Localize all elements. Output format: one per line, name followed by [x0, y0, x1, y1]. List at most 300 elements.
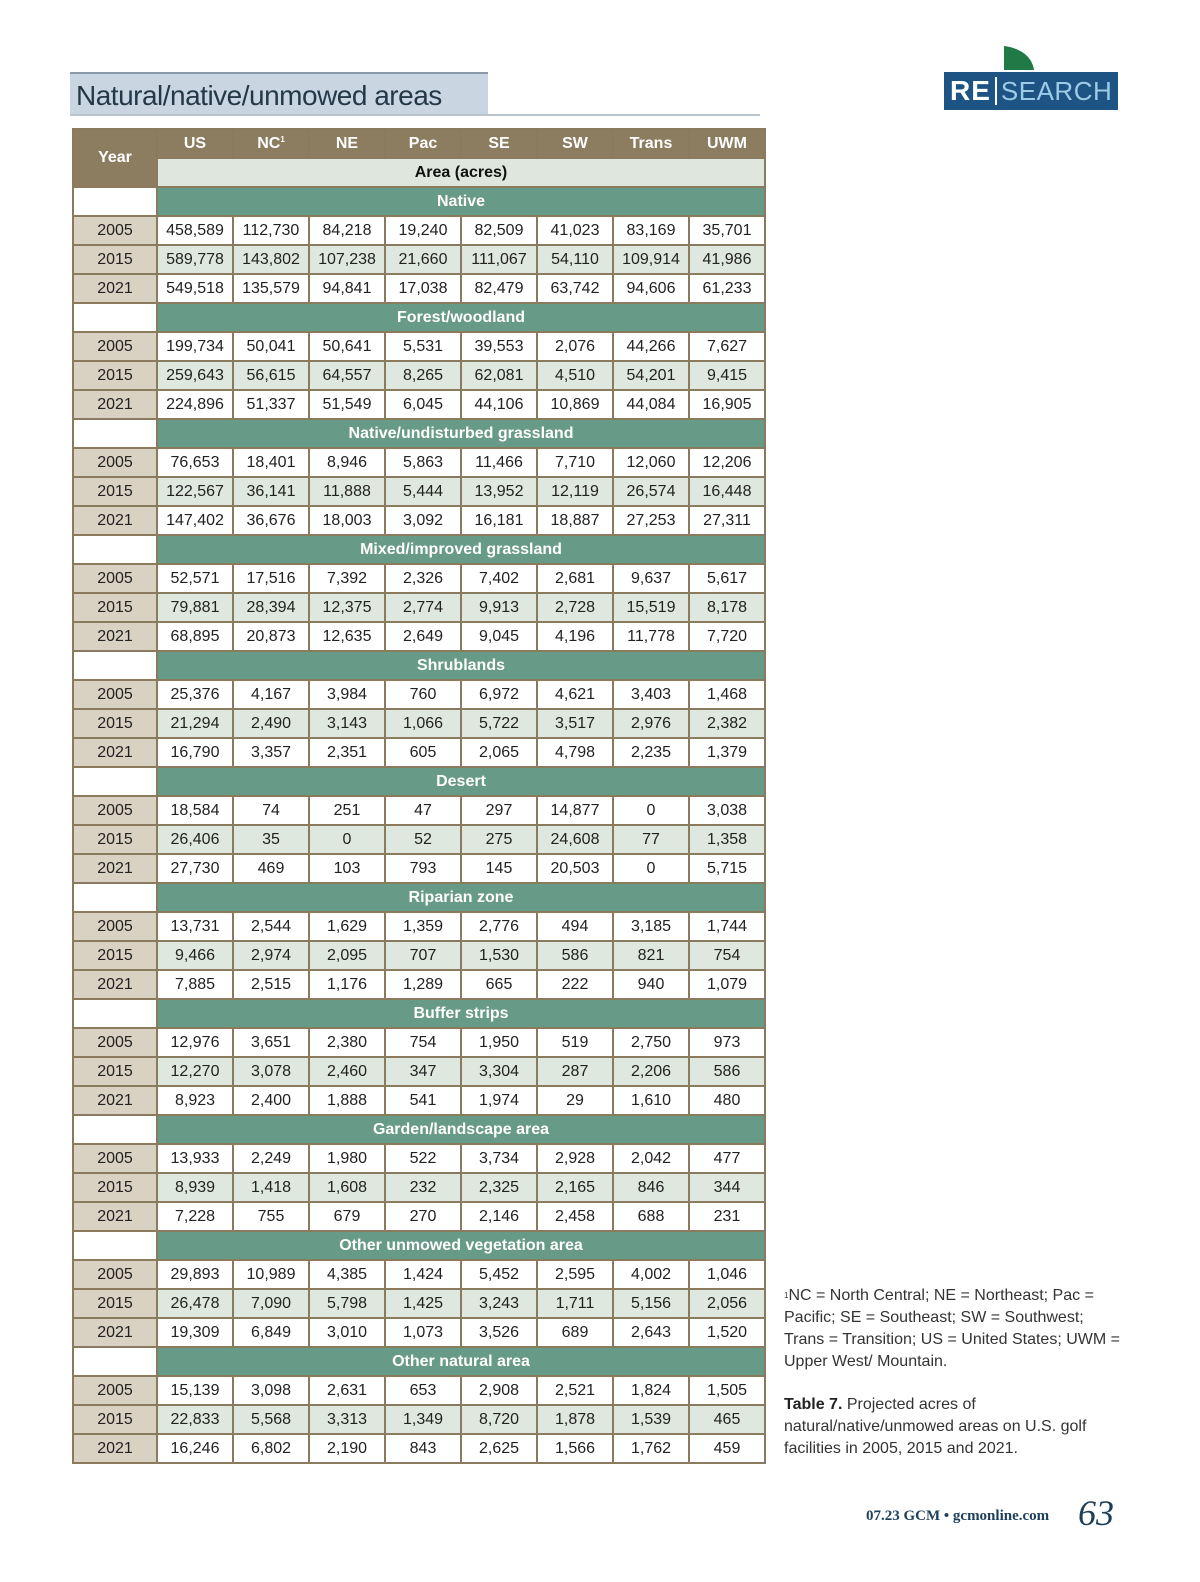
unit-row — [73, 158, 765, 187]
value-cell: 15,519 — [613, 593, 689, 622]
value-cell: 11,888 — [309, 477, 385, 506]
value-cell: 41,023 — [537, 216, 613, 245]
value-cell: 39,553 — [461, 332, 537, 361]
table-row — [73, 1086, 765, 1115]
section-heading — [70, 72, 760, 116]
year-cell: 2005 — [73, 1376, 157, 1405]
value-cell: 2,649 — [385, 622, 461, 651]
value-cell: 2,544 — [233, 912, 309, 941]
value-cell: 5,617 — [689, 564, 765, 593]
value-cell: 1,425 — [385, 1289, 461, 1318]
table-row — [73, 622, 765, 651]
section-label: Native — [157, 187, 765, 216]
value-cell: 44,084 — [613, 390, 689, 419]
section-header-row — [73, 999, 765, 1028]
value-cell: 13,731 — [157, 912, 233, 941]
value-cell: 1,744 — [689, 912, 765, 941]
table-row — [73, 912, 765, 941]
page-number: 63 — [1078, 1493, 1114, 1533]
year-cell: 2005 — [73, 1028, 157, 1057]
section-header-row — [73, 767, 765, 796]
year-cell: 2021 — [73, 854, 157, 883]
value-cell: 522 — [385, 1144, 461, 1173]
table-row — [73, 1318, 765, 1347]
value-cell: 2,928 — [537, 1144, 613, 1173]
section-label: Other natural area — [157, 1347, 765, 1376]
unit-label: Area (acres) — [157, 158, 765, 187]
value-cell: 9,637 — [613, 564, 689, 593]
value-cell: 82,509 — [461, 216, 537, 245]
value-cell: 8,923 — [157, 1086, 233, 1115]
value-cell: 21,660 — [385, 245, 461, 274]
value-cell: 54,201 — [613, 361, 689, 390]
value-cell: 77 — [613, 825, 689, 854]
value-cell: 458,589 — [157, 216, 233, 245]
column-header: NE — [309, 129, 385, 158]
table-row — [73, 970, 765, 999]
table-row — [73, 361, 765, 390]
section-label: Native/undisturbed grassland — [157, 419, 765, 448]
value-cell: 16,181 — [461, 506, 537, 535]
value-cell: 94,606 — [613, 274, 689, 303]
section-spacer — [73, 1347, 157, 1376]
year-cell: 2005 — [73, 912, 157, 941]
value-cell: 109,914 — [613, 245, 689, 274]
value-cell: 18,003 — [309, 506, 385, 535]
value-cell: 9,913 — [461, 593, 537, 622]
section-label: Mixed/improved grassland — [157, 535, 765, 564]
table-row — [73, 1434, 765, 1463]
table-row — [73, 332, 765, 361]
section-label: Shrublands — [157, 651, 765, 680]
value-cell: 477 — [689, 1144, 765, 1173]
value-cell: 2,750 — [613, 1028, 689, 1057]
section-header-row — [73, 419, 765, 448]
section-header-row — [73, 1231, 765, 1260]
value-cell: 107,238 — [309, 245, 385, 274]
value-cell: 35,701 — [689, 216, 765, 245]
value-cell: 50,641 — [309, 332, 385, 361]
value-cell: 1,066 — [385, 709, 461, 738]
value-cell: 11,466 — [461, 448, 537, 477]
table-row — [73, 1202, 765, 1231]
table-row — [73, 854, 765, 883]
value-cell: 51,549 — [309, 390, 385, 419]
value-cell: 2,595 — [537, 1260, 613, 1289]
value-cell: 56,615 — [233, 361, 309, 390]
value-cell: 2,235 — [613, 738, 689, 767]
value-cell: 2,458 — [537, 1202, 613, 1231]
value-cell: 143,802 — [233, 245, 309, 274]
year-cell: 2015 — [73, 477, 157, 506]
value-cell: 1,824 — [613, 1376, 689, 1405]
value-cell: 7,885 — [157, 970, 233, 999]
value-cell: 5,444 — [385, 477, 461, 506]
value-cell: 3,403 — [613, 680, 689, 709]
value-cell: 2,380 — [309, 1028, 385, 1057]
value-cell: 41,986 — [689, 245, 765, 274]
section-label: Riparian zone — [157, 883, 765, 912]
year-cell: 2021 — [73, 390, 157, 419]
value-cell: 1,176 — [309, 970, 385, 999]
value-cell: 1,610 — [613, 1086, 689, 1115]
value-cell: 469 — [233, 854, 309, 883]
footnote — [784, 1285, 1124, 1373]
value-cell: 5,452 — [461, 1260, 537, 1289]
research-logo — [944, 46, 1118, 112]
table-row — [73, 274, 765, 303]
year-cell: 2021 — [73, 622, 157, 651]
year-cell: 2015 — [73, 825, 157, 854]
value-cell: 1,539 — [613, 1405, 689, 1434]
acres-table — [72, 128, 766, 1464]
value-cell: 2,460 — [309, 1057, 385, 1086]
value-cell: 2,146 — [461, 1202, 537, 1231]
value-cell: 29 — [537, 1086, 613, 1115]
year-cell: 2015 — [73, 1405, 157, 1434]
table-row — [73, 796, 765, 825]
value-cell: 2,165 — [537, 1173, 613, 1202]
value-cell: 1,359 — [385, 912, 461, 941]
value-cell: 4,798 — [537, 738, 613, 767]
table-row — [73, 1144, 765, 1173]
value-cell: 15,139 — [157, 1376, 233, 1405]
value-cell: 7,392 — [309, 564, 385, 593]
value-cell: 83,169 — [613, 216, 689, 245]
year-cell: 2005 — [73, 796, 157, 825]
value-cell: 3,526 — [461, 1318, 537, 1347]
year-cell: 2005 — [73, 448, 157, 477]
value-cell: 199,734 — [157, 332, 233, 361]
value-cell: 2,974 — [233, 941, 309, 970]
value-cell: 12,119 — [537, 477, 613, 506]
value-cell: 480 — [689, 1086, 765, 1115]
table-row — [73, 216, 765, 245]
value-cell: 26,406 — [157, 825, 233, 854]
section-spacer — [73, 303, 157, 332]
value-cell: 251 — [309, 796, 385, 825]
value-cell: 1,358 — [689, 825, 765, 854]
value-cell: 6,802 — [233, 1434, 309, 1463]
value-cell: 754 — [689, 941, 765, 970]
value-cell: 8,720 — [461, 1405, 537, 1434]
value-cell: 1,505 — [689, 1376, 765, 1405]
value-cell: 973 — [689, 1028, 765, 1057]
value-cell: 103 — [309, 854, 385, 883]
value-cell: 84,218 — [309, 216, 385, 245]
section-header-row — [73, 883, 765, 912]
logo-re: RE — [950, 75, 991, 106]
value-cell: 3,185 — [613, 912, 689, 941]
footnote-marker: 1 — [784, 1291, 789, 1300]
table-row — [73, 1173, 765, 1202]
flag-icon — [1002, 46, 1034, 70]
footnote-marker: 1 — [280, 134, 285, 144]
value-cell: 2,065 — [461, 738, 537, 767]
value-cell: 50,041 — [233, 332, 309, 361]
column-header: SE — [461, 129, 537, 158]
value-cell: 22,833 — [157, 1405, 233, 1434]
value-cell: 2,206 — [613, 1057, 689, 1086]
table-row — [73, 941, 765, 970]
table-row — [73, 1028, 765, 1057]
section-label: Other unmowed vegetation area — [157, 1231, 765, 1260]
value-cell: 12,206 — [689, 448, 765, 477]
value-cell: 27,253 — [613, 506, 689, 535]
value-cell: 2,631 — [309, 1376, 385, 1405]
value-cell: 1,349 — [385, 1405, 461, 1434]
value-cell: 3,984 — [309, 680, 385, 709]
table-row — [73, 390, 765, 419]
year-cell: 2005 — [73, 680, 157, 709]
value-cell: 7,720 — [689, 622, 765, 651]
value-cell: 82,479 — [461, 274, 537, 303]
value-cell: 0 — [613, 796, 689, 825]
value-cell: 5,568 — [233, 1405, 309, 1434]
year-cell: 2021 — [73, 970, 157, 999]
value-cell: 27,311 — [689, 506, 765, 535]
value-cell: 754 — [385, 1028, 461, 1057]
value-cell: 1,629 — [309, 912, 385, 941]
value-cell: 589,778 — [157, 245, 233, 274]
value-cell: 2,400 — [233, 1086, 309, 1115]
value-cell: 18,584 — [157, 796, 233, 825]
value-cell: 8,946 — [309, 448, 385, 477]
value-cell: 586 — [537, 941, 613, 970]
value-cell: 2,325 — [461, 1173, 537, 1202]
table-row — [73, 825, 765, 854]
table-row — [73, 448, 765, 477]
value-cell: 494 — [537, 912, 613, 941]
year-cell: 2015 — [73, 593, 157, 622]
section-spacer — [73, 767, 157, 796]
value-cell: 688 — [613, 1202, 689, 1231]
value-cell: 843 — [385, 1434, 461, 1463]
section-header-row — [73, 187, 765, 216]
value-cell: 52 — [385, 825, 461, 854]
value-cell: 0 — [309, 825, 385, 854]
value-cell: 36,676 — [233, 506, 309, 535]
value-cell: 76,653 — [157, 448, 233, 477]
value-cell: 4,002 — [613, 1260, 689, 1289]
value-cell: 224,896 — [157, 390, 233, 419]
table-row — [73, 1260, 765, 1289]
value-cell: 232 — [385, 1173, 461, 1202]
table-row — [73, 709, 765, 738]
value-cell: 16,790 — [157, 738, 233, 767]
value-cell: 25,376 — [157, 680, 233, 709]
value-cell: 2,382 — [689, 709, 765, 738]
value-cell: 2,976 — [613, 709, 689, 738]
value-cell: 7,402 — [461, 564, 537, 593]
year-cell: 2021 — [73, 1202, 157, 1231]
value-cell: 7,090 — [233, 1289, 309, 1318]
section-spacer — [73, 187, 157, 216]
value-cell: 9,466 — [157, 941, 233, 970]
value-cell: 2,776 — [461, 912, 537, 941]
heading-bar — [70, 74, 488, 114]
value-cell: 3,243 — [461, 1289, 537, 1318]
value-cell: 1,530 — [461, 941, 537, 970]
column-header: UWM — [689, 129, 765, 158]
value-cell: 541 — [385, 1086, 461, 1115]
value-cell: 7,228 — [157, 1202, 233, 1231]
section-spacer — [73, 883, 157, 912]
value-cell: 2,625 — [461, 1434, 537, 1463]
value-cell: 6,849 — [233, 1318, 309, 1347]
value-cell: 7,627 — [689, 332, 765, 361]
year-cell: 2015 — [73, 1057, 157, 1086]
table-body — [73, 187, 765, 1463]
value-cell: 222 — [537, 970, 613, 999]
value-cell: 8,939 — [157, 1173, 233, 1202]
value-cell: 275 — [461, 825, 537, 854]
value-cell: 12,060 — [613, 448, 689, 477]
value-cell: 270 — [385, 1202, 461, 1231]
value-cell: 2,521 — [537, 1376, 613, 1405]
value-cell: 1,418 — [233, 1173, 309, 1202]
value-cell: 12,635 — [309, 622, 385, 651]
value-cell: 47 — [385, 796, 461, 825]
value-cell: 13,952 — [461, 477, 537, 506]
value-cell: 2,056 — [689, 1289, 765, 1318]
value-cell: 679 — [309, 1202, 385, 1231]
year-cell: 2015 — [73, 941, 157, 970]
value-cell: 1,711 — [537, 1289, 613, 1318]
value-cell: 111,067 — [461, 245, 537, 274]
value-cell: 5,722 — [461, 709, 537, 738]
year-cell: 2015 — [73, 709, 157, 738]
value-cell: 4,196 — [537, 622, 613, 651]
heading-rule-bottom — [70, 114, 760, 116]
value-cell: 2,076 — [537, 332, 613, 361]
value-cell: 19,309 — [157, 1318, 233, 1347]
table-row — [73, 564, 765, 593]
value-cell: 20,503 — [537, 854, 613, 883]
value-cell: 755 — [233, 1202, 309, 1231]
value-cell: 259,643 — [157, 361, 233, 390]
value-cell: 2,774 — [385, 593, 461, 622]
value-cell: 665 — [461, 970, 537, 999]
logo-box — [944, 72, 1118, 110]
value-cell: 1,762 — [613, 1434, 689, 1463]
value-cell: 1,289 — [385, 970, 461, 999]
value-cell: 1,424 — [385, 1260, 461, 1289]
value-cell: 2,190 — [309, 1434, 385, 1463]
value-cell: 0 — [613, 854, 689, 883]
value-cell: 6,972 — [461, 680, 537, 709]
value-cell: 549,518 — [157, 274, 233, 303]
value-cell: 5,715 — [689, 854, 765, 883]
year-cell: 2005 — [73, 216, 157, 245]
value-cell: 2,249 — [233, 1144, 309, 1173]
column-header: Trans — [613, 129, 689, 158]
value-cell: 112,730 — [233, 216, 309, 245]
year-cell: 2021 — [73, 506, 157, 535]
value-cell: 135,579 — [233, 274, 309, 303]
section-label: Desert — [157, 767, 765, 796]
value-cell: 68,895 — [157, 622, 233, 651]
value-cell: 10,869 — [537, 390, 613, 419]
value-cell: 5,863 — [385, 448, 461, 477]
value-cell: 586 — [689, 1057, 765, 1086]
table-row — [73, 1405, 765, 1434]
value-cell: 44,106 — [461, 390, 537, 419]
value-cell: 5,798 — [309, 1289, 385, 1318]
value-cell: 846 — [613, 1173, 689, 1202]
value-cell: 61,233 — [689, 274, 765, 303]
value-cell: 54,110 — [537, 245, 613, 274]
value-cell: 2,042 — [613, 1144, 689, 1173]
value-cell: 27,730 — [157, 854, 233, 883]
value-cell: 2,515 — [233, 970, 309, 999]
value-cell: 3,734 — [461, 1144, 537, 1173]
value-cell: 5,156 — [613, 1289, 689, 1318]
page-title: Natural/native/unmowed areas — [76, 80, 442, 111]
section-header-row — [73, 535, 765, 564]
section-spacer — [73, 535, 157, 564]
value-cell: 79,881 — [157, 593, 233, 622]
value-cell: 760 — [385, 680, 461, 709]
value-cell: 16,448 — [689, 477, 765, 506]
year-cell: 2021 — [73, 1086, 157, 1115]
value-cell: 94,841 — [309, 274, 385, 303]
value-cell: 3,078 — [233, 1057, 309, 1086]
section-label: Garden/landscape area — [157, 1115, 765, 1144]
value-cell: 14,877 — [537, 796, 613, 825]
year-cell: 2021 — [73, 274, 157, 303]
value-cell: 9,415 — [689, 361, 765, 390]
value-cell: 12,375 — [309, 593, 385, 622]
value-cell: 1,073 — [385, 1318, 461, 1347]
folio-text: 07.23 GCM • gcmonline.com — [866, 1508, 1050, 1524]
logo-separator — [995, 77, 997, 105]
value-cell: 35 — [233, 825, 309, 854]
value-cell: 26,478 — [157, 1289, 233, 1318]
value-cell: 12,976 — [157, 1028, 233, 1057]
value-cell: 20,873 — [233, 622, 309, 651]
value-cell: 1,520 — [689, 1318, 765, 1347]
logo-search: SEARCH — [1000, 75, 1113, 106]
value-cell: 26,574 — [613, 477, 689, 506]
value-cell: 459 — [689, 1434, 765, 1463]
value-cell: 1,046 — [689, 1260, 765, 1289]
value-cell: 2,095 — [309, 941, 385, 970]
value-cell: 940 — [613, 970, 689, 999]
value-cell: 1,974 — [461, 1086, 537, 1115]
value-cell: 16,246 — [157, 1434, 233, 1463]
year-cell: 2021 — [73, 1434, 157, 1463]
value-cell: 3,517 — [537, 709, 613, 738]
value-cell: 1,950 — [461, 1028, 537, 1057]
value-cell: 1,878 — [537, 1405, 613, 1434]
section-spacer — [73, 419, 157, 448]
section-label: Buffer strips — [157, 999, 765, 1028]
value-cell: 6,045 — [385, 390, 461, 419]
value-cell: 347 — [385, 1057, 461, 1086]
column-header: SW — [537, 129, 613, 158]
value-cell: 3,038 — [689, 796, 765, 825]
table-row — [73, 593, 765, 622]
value-cell: 52,571 — [157, 564, 233, 593]
table-row — [73, 245, 765, 274]
value-cell: 44,266 — [613, 332, 689, 361]
value-cell: 1,379 — [689, 738, 765, 767]
section-spacer — [73, 1115, 157, 1144]
section-header-row — [73, 303, 765, 332]
section-spacer — [73, 1231, 157, 1260]
value-cell: 4,510 — [537, 361, 613, 390]
